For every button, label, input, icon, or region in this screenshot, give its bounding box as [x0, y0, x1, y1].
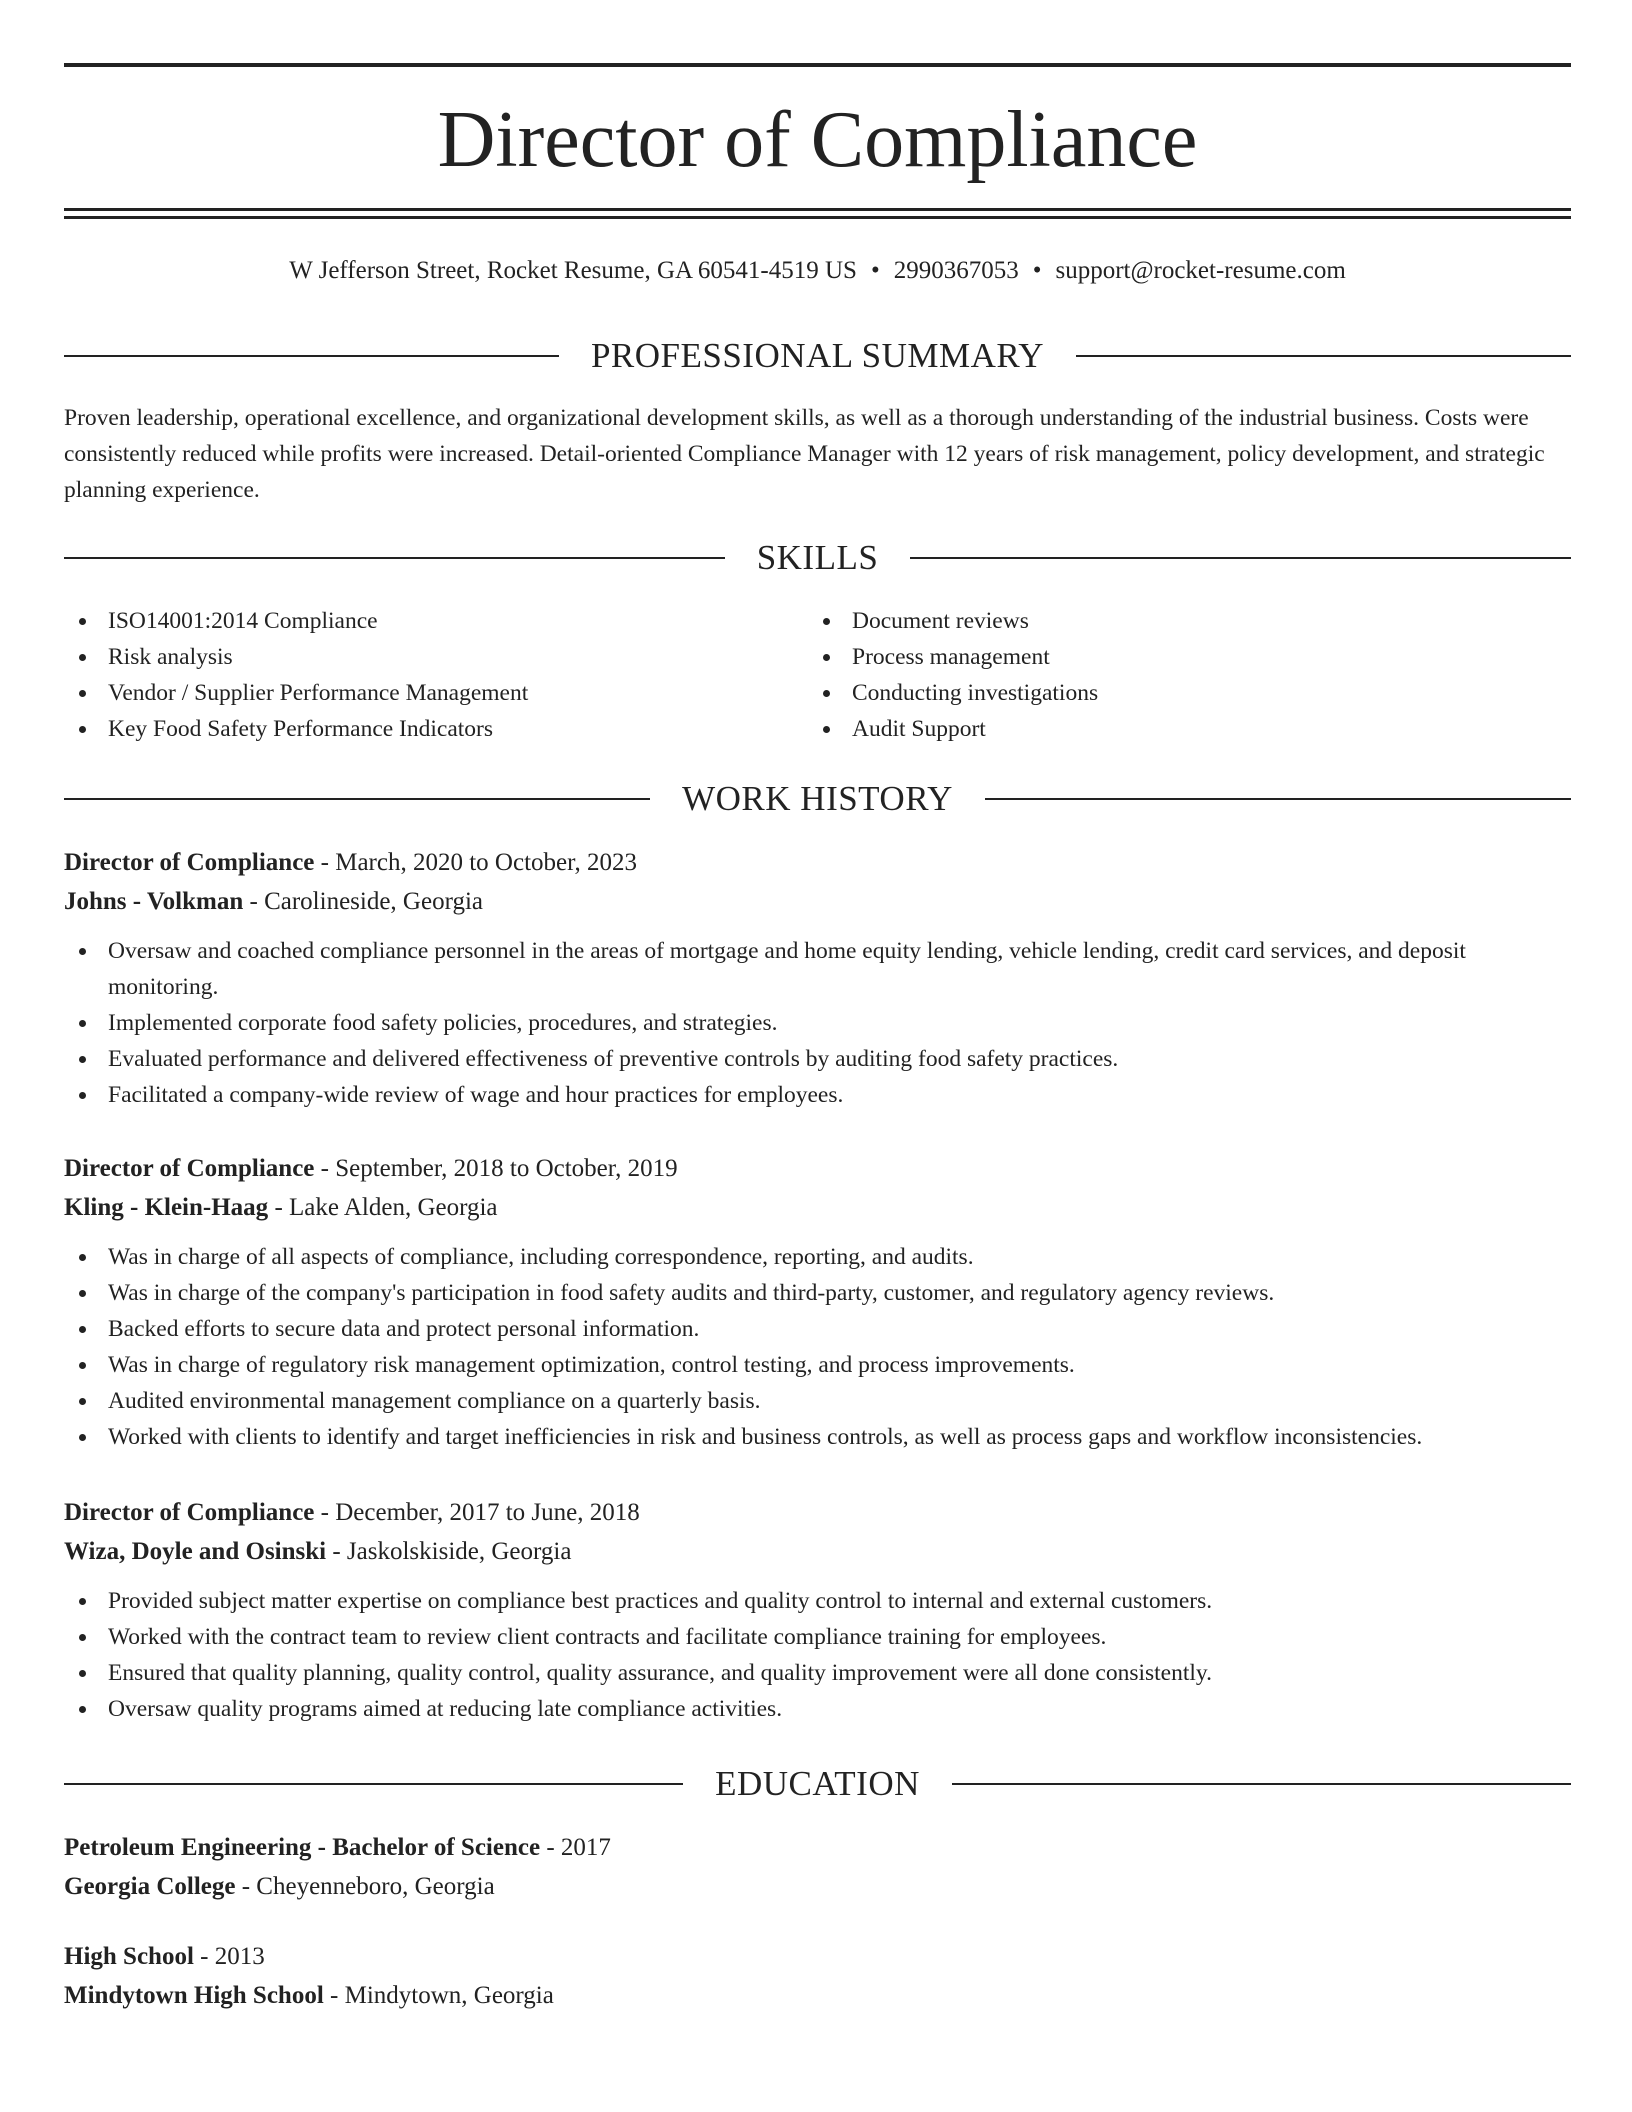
duty-item: Audited environmental management compliance on a quarterly basis.: [64, 1383, 1571, 1419]
skills-list-right: [808, 603, 1508, 747]
skill-item: Audit Support: [808, 711, 1508, 747]
education-entry: [64, 1937, 1571, 2015]
summary-text: Proven leadership, operational excellence, and organizational development skills, as well as a thorough understanding of the industrial business. Costs were consistently reduced while profits were increased. Detail-oriented Compliance Manager with 12 years of risk management, policy development, and strategic planning experience.: [64, 405, 1545, 503]
contact-line: [64, 254, 1571, 288]
top-rule: [64, 63, 1571, 67]
edu-degree: High School: [64, 1943, 194, 1970]
resume-title: Director of Compliance: [437, 96, 1198, 184]
section-title: SKILLS: [756, 538, 879, 577]
job-dates: - March, 2020 to October, 2023: [314, 849, 637, 876]
heading-rule: [1076, 355, 1571, 357]
education-entry: [64, 1828, 1571, 1906]
job-title-line: [64, 1149, 1571, 1188]
edu-degree-line: [64, 1828, 1571, 1867]
heading-rule: [64, 557, 725, 559]
duty-item: Facilitated a company-wide review of wage and hour practices for employees.: [64, 1077, 1571, 1113]
edu-school: Mindytown High School: [64, 1982, 324, 2009]
skill-item: Document reviews: [808, 603, 1508, 639]
edu-degree: Petroleum Engineering - Bachelor of Science: [64, 1834, 541, 1861]
job-title-line: [64, 843, 1571, 882]
skill-item: Risk analysis: [64, 639, 764, 675]
edu-school: Georgia College: [64, 1873, 236, 1900]
job-title: Director of Compliance: [64, 849, 315, 876]
section-title: WORK HISTORY: [682, 779, 953, 818]
section-heading-education: [64, 1762, 1571, 1806]
duty-item: Oversaw quality programs aimed at reducing late compliance activities.: [64, 1691, 1571, 1727]
job-dates: - September, 2018 to October, 2019: [314, 1155, 678, 1182]
job-entry: [64, 1493, 1571, 1727]
job-title: Director of Compliance: [64, 1155, 315, 1182]
heading-rule: [64, 355, 559, 357]
job-duties: [64, 1239, 1571, 1455]
contact-address: W Jefferson Street, Rocket Resume, GA 60541-4519 US: [289, 257, 857, 284]
contact-email[interactable]: support@rocket-resume.com: [1055, 257, 1346, 284]
edu-location: - Mindytown, Georgia: [323, 1982, 554, 2009]
duty-item: Evaluated performance and delivered effectiveness of preventive controls by auditing food safety practices.: [64, 1041, 1571, 1077]
double-rule-lower: [64, 216, 1571, 219]
skill-item: Vendor / Supplier Performance Management: [64, 675, 764, 711]
heading-rule: [910, 557, 1571, 559]
section-heading-work: [64, 777, 1571, 821]
edu-school-line: [64, 1867, 1571, 1906]
edu-year: - 2017: [540, 1834, 611, 1861]
duty-item: Was in charge of all aspects of compliance, including correspondence, reporting, and audits.: [64, 1239, 1571, 1275]
job-company: Wiza, Doyle and Osinski: [64, 1538, 327, 1565]
duty-item: Was in charge of the company's participation in food safety audits and third-party, customer, and regulatory agency reviews.: [64, 1275, 1571, 1311]
section-heading-summary: [64, 334, 1571, 378]
skill-item: Key Food Safety Performance Indicators: [64, 711, 764, 747]
job-company-line: [64, 1188, 1571, 1227]
duty-item: Worked with clients to identify and target inefficiencies in risk and business controls, as well as process gaps and workflow inconsistencies.: [64, 1419, 1571, 1455]
job-company-line: [64, 882, 1571, 921]
edu-degree-line: [64, 1937, 1571, 1976]
duty-item: Worked with the contract team to review client contracts and facilitate compliance training for employees.: [64, 1619, 1571, 1655]
edu-year: - 2013: [193, 1943, 265, 1970]
skill-item: Process management: [808, 639, 1508, 675]
heading-rule: [64, 798, 650, 800]
job-entry: [64, 1149, 1571, 1455]
skills-list-left: [64, 603, 764, 747]
job-company: Johns - Volkman: [64, 888, 244, 915]
job-dates: - December, 2017 to June, 2018: [314, 1499, 640, 1526]
duty-item: Backed efforts to secure data and protect personal information.: [64, 1311, 1571, 1347]
duty-item: Ensured that quality planning, quality control, quality assurance, and quality improvement were all done consistently.: [64, 1655, 1571, 1691]
edu-location: - Cheyenneboro, Georgia: [235, 1873, 495, 1900]
job-title: Director of Compliance: [64, 1499, 315, 1526]
job-duties: [64, 933, 1571, 1113]
job-company-line: [64, 1532, 1571, 1571]
job-location: - Carolineside, Georgia: [243, 888, 483, 915]
section-title: EDUCATION: [715, 1764, 920, 1803]
heading-rule: [985, 798, 1571, 800]
duty-item: Was in charge of regulatory risk management optimization, control testing, and process improvements.: [64, 1347, 1571, 1383]
double-rule-upper: [64, 208, 1571, 211]
contact-phone: 2990367053: [893, 257, 1019, 284]
job-duties: [64, 1583, 1571, 1727]
skill-item: Conducting investigations: [808, 675, 1508, 711]
job-entry: [64, 843, 1571, 1113]
heading-rule: [952, 1783, 1571, 1785]
job-company: Kling - Klein-Haag: [64, 1194, 269, 1221]
job-title-line: [64, 1493, 1571, 1532]
heading-rule: [64, 1783, 683, 1785]
edu-school-line: [64, 1976, 1571, 2015]
contact-separator: •: [870, 257, 880, 284]
section-title: PROFESSIONAL SUMMARY: [590, 336, 1045, 375]
contact-separator: •: [1032, 257, 1042, 284]
section-heading-skills: [64, 536, 1571, 580]
duty-item: Oversaw and coached compliance personnel in the areas of mortgage and home equity lending, vehicle lending, credit card services, and deposit monitoring.: [64, 933, 1571, 1005]
job-location: - Lake Alden, Georgia: [268, 1194, 498, 1221]
duty-item: Provided subject matter expertise on compliance best practices and quality control to internal and external customers.: [64, 1583, 1571, 1619]
job-location: - Jaskolskiside, Georgia: [326, 1538, 572, 1565]
duty-item: Implemented corporate food safety policies, procedures, and strategies.: [64, 1005, 1571, 1041]
skill-item: ISO14001:2014 Compliance: [64, 603, 764, 639]
